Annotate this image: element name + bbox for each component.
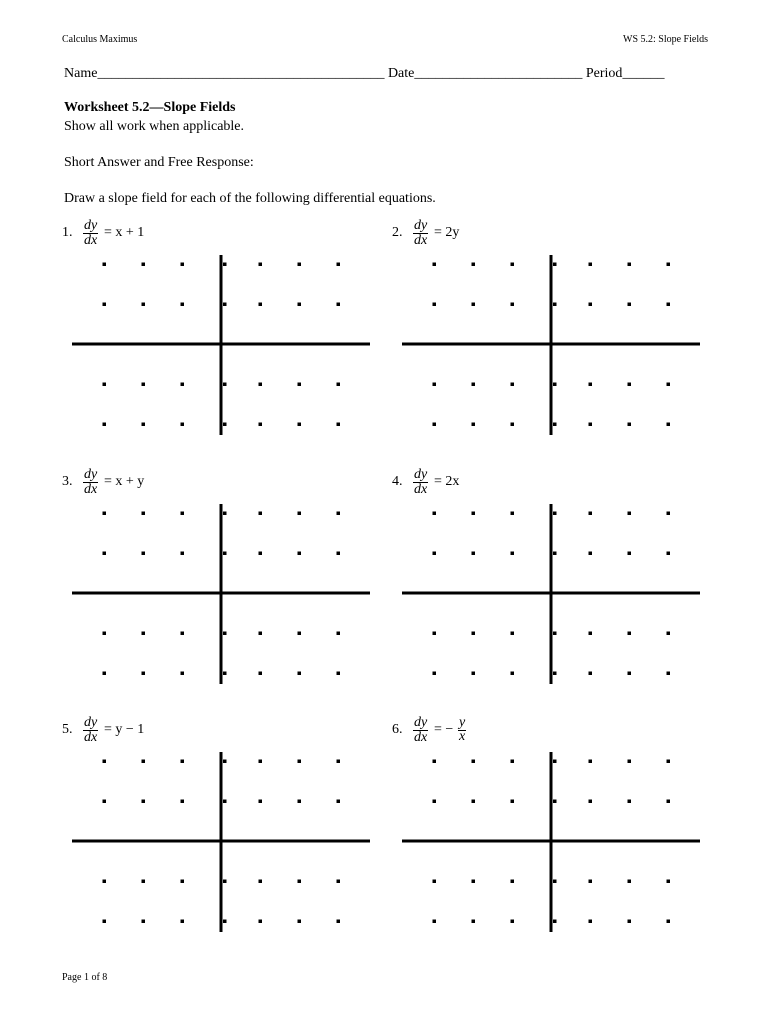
date-blank[interactable]: ________________________ (414, 66, 583, 81)
grid-point (667, 800, 671, 804)
grid-point (553, 423, 557, 427)
grid-point (337, 383, 341, 387)
grid-point (142, 423, 146, 427)
grid-point (181, 423, 185, 427)
grid-point (337, 672, 341, 676)
grid-point (298, 552, 302, 556)
grid-point (142, 880, 146, 884)
grid-point (472, 423, 476, 427)
grid-point (337, 760, 341, 764)
grid-point (298, 760, 302, 764)
derivative-fraction (83, 716, 98, 745)
date-label: Date (387, 66, 415, 81)
fraction-denominator: dx (414, 233, 428, 248)
fraction-denominator: dx (84, 233, 98, 248)
grid-point (628, 383, 632, 387)
grid-point (433, 800, 437, 804)
fraction-numerator: dy (414, 715, 428, 730)
grid-point (589, 263, 593, 267)
grid-point (589, 423, 593, 427)
grid-point (259, 423, 263, 427)
grid-point (511, 880, 515, 884)
grid-point (553, 383, 557, 387)
grid-point (223, 512, 227, 516)
equation-right-side: = x + y (104, 474, 145, 489)
grid-point (103, 303, 107, 307)
grid-point (142, 800, 146, 804)
grid-point (298, 383, 302, 387)
grid-point (103, 880, 107, 884)
grid-point (667, 880, 671, 884)
grid-point (181, 383, 185, 387)
grid-point (667, 920, 671, 924)
fraction-denominator: dx (84, 482, 98, 497)
grid-point (181, 880, 185, 884)
grid-point (142, 552, 146, 556)
grid-point (223, 880, 227, 884)
grid-point (337, 880, 341, 884)
grid-point (337, 512, 341, 516)
problem-number: 1. (62, 225, 73, 240)
grid-point (553, 920, 557, 924)
grid-point (223, 672, 227, 676)
grid-point (103, 632, 107, 636)
grid-point (628, 552, 632, 556)
grid-point (472, 263, 476, 267)
grid-point (223, 800, 227, 804)
grid-point (223, 760, 227, 764)
grid-point (433, 512, 437, 516)
equation-right-side: = x + 1 (104, 225, 145, 240)
grid-point (298, 303, 302, 307)
grid-point (553, 512, 557, 516)
slope-field-grid[interactable] (72, 752, 372, 932)
grid-point (223, 423, 227, 427)
grid-point (181, 800, 185, 804)
grid-point (667, 552, 671, 556)
grid-point (259, 303, 263, 307)
grid-point (433, 760, 437, 764)
grid-point (667, 303, 671, 307)
grid-point (259, 760, 263, 764)
grid-point (511, 552, 515, 556)
grid-point (472, 632, 476, 636)
fraction-denominator: dx (414, 730, 428, 745)
fraction-numerator: dy (84, 467, 98, 482)
grid-point (298, 632, 302, 636)
rhs-fraction (458, 716, 466, 744)
grid-point (259, 263, 263, 267)
grid-point (589, 383, 593, 387)
fraction-denominator: dx (414, 482, 428, 497)
grid-point (628, 423, 632, 427)
grid-point (667, 672, 671, 676)
name-date-period-line (64, 66, 664, 82)
name-blank[interactable]: _________________________________________ (97, 66, 385, 81)
grid-point (181, 303, 185, 307)
grid-point (589, 512, 593, 516)
problem-number: 5. (62, 722, 73, 737)
grid-point (433, 303, 437, 307)
grid-point (553, 672, 557, 676)
period-blank[interactable]: ______ (622, 66, 665, 81)
grid-point (667, 512, 671, 516)
grid-point (589, 672, 593, 676)
grid-point (433, 920, 437, 924)
grid-point (337, 920, 341, 924)
grid-point (589, 632, 593, 636)
grid-point (472, 512, 476, 516)
grid-point (337, 632, 341, 636)
grid-point (667, 263, 671, 267)
grid-point (667, 423, 671, 427)
grid-point (511, 920, 515, 924)
grid-point (472, 760, 476, 764)
grid-point (181, 920, 185, 924)
grid-point (103, 552, 107, 556)
grid-point (628, 800, 632, 804)
equation-right-side: = 2x (434, 474, 460, 489)
grid-point (433, 263, 437, 267)
name-label: Name (64, 66, 98, 81)
grid-point (589, 920, 593, 924)
grid-point (472, 880, 476, 884)
period-label: Period (585, 66, 623, 81)
grid-point (589, 552, 593, 556)
instructions: Show all work when applicable. (64, 119, 245, 134)
fraction-numerator: dy (414, 218, 428, 233)
grid-point (142, 303, 146, 307)
grid-point (103, 423, 107, 427)
derivative-fraction (413, 219, 428, 248)
fraction-numerator: dy (84, 218, 98, 233)
grid-point (259, 512, 263, 516)
grid-point (298, 423, 302, 427)
grid-point (103, 672, 107, 676)
page-footer: Page 1 of 8 (62, 972, 108, 983)
grid-point (181, 672, 185, 676)
grid-point (142, 263, 146, 267)
rhs-denominator: x (459, 729, 466, 744)
grid-point (337, 423, 341, 427)
grid-point (472, 552, 476, 556)
grid-point (589, 303, 593, 307)
grid-point (511, 632, 515, 636)
problem-prompt: Draw a slope field for each of the following differential equations. (64, 191, 436, 206)
rhs-fraction-bar (458, 730, 466, 731)
grid-point (472, 920, 476, 924)
grid-point (553, 303, 557, 307)
grid-point (103, 263, 107, 267)
grid-point (628, 303, 632, 307)
grid-point (511, 512, 515, 516)
grid-point (298, 800, 302, 804)
grid-point (628, 760, 632, 764)
fraction-numerator: dy (414, 467, 428, 482)
grid-point (553, 760, 557, 764)
course-name: Calculus Maximus (62, 34, 138, 45)
grid-point (142, 920, 146, 924)
derivative-fraction (83, 468, 98, 497)
grid-point (628, 672, 632, 676)
grid-point (142, 383, 146, 387)
worksheet-reference: WS 5.2: Slope Fields (623, 34, 709, 45)
grid-point (511, 423, 515, 427)
grid-point (472, 303, 476, 307)
fraction-numerator: dy (84, 715, 98, 730)
grid-point (511, 672, 515, 676)
grid-point (589, 880, 593, 884)
grid-point (142, 632, 146, 636)
grid-point (553, 263, 557, 267)
grid-point (298, 920, 302, 924)
grid-point (103, 800, 107, 804)
grid-point (181, 263, 185, 267)
worksheet-title: Worksheet 5.2—Slope Fields (64, 100, 236, 115)
grid-point (181, 632, 185, 636)
grid-point (223, 552, 227, 556)
grid-point (259, 383, 263, 387)
grid-point (142, 760, 146, 764)
grid-point (259, 920, 263, 924)
slope-field-grid[interactable] (402, 504, 702, 684)
grid-point (433, 552, 437, 556)
grid-point (103, 760, 107, 764)
grid-point (628, 512, 632, 516)
fraction-denominator: dx (84, 730, 98, 745)
grid-point (259, 800, 263, 804)
grid-point (223, 920, 227, 924)
grid-point (553, 880, 557, 884)
grid-point (223, 303, 227, 307)
grid-point (667, 632, 671, 636)
grid-point (337, 263, 341, 267)
grid-point (181, 760, 185, 764)
grid-point (433, 880, 437, 884)
grid-point (628, 920, 632, 924)
grid-point (511, 263, 515, 267)
grid-point (433, 632, 437, 636)
grid-point (298, 672, 302, 676)
grid-point (589, 760, 593, 764)
grid-point (628, 632, 632, 636)
grid-point (298, 263, 302, 267)
grid-point (472, 383, 476, 387)
grid-point (553, 800, 557, 804)
grid-point (472, 800, 476, 804)
grid-point (433, 672, 437, 676)
grid-point (667, 383, 671, 387)
grid-point (553, 632, 557, 636)
rhs-numerator: y (459, 715, 466, 730)
grid-point (337, 552, 341, 556)
grid-point (553, 552, 557, 556)
grid-point (337, 800, 341, 804)
grid-point (628, 263, 632, 267)
grid-point (259, 632, 263, 636)
grid-point (511, 800, 515, 804)
problem-number: 6. (392, 722, 403, 737)
equation-right-side: = − (434, 722, 454, 737)
grid-point (223, 383, 227, 387)
derivative-fraction (413, 716, 428, 745)
grid-point (337, 303, 341, 307)
grid-point (667, 760, 671, 764)
slope-field-grid[interactable] (72, 255, 372, 435)
slope-field-grid[interactable] (402, 255, 702, 435)
grid-point (628, 880, 632, 884)
grid-point (433, 423, 437, 427)
grid-point (259, 672, 263, 676)
grid-point (298, 512, 302, 516)
grid-point (298, 880, 302, 884)
grid-point (511, 303, 515, 307)
derivative-fraction (413, 468, 428, 497)
grid-point (223, 632, 227, 636)
problem-number: 4. (392, 474, 403, 489)
derivative-fraction (83, 219, 98, 248)
grid-point (142, 512, 146, 516)
grid-point (181, 552, 185, 556)
grid-point (103, 383, 107, 387)
slope-field-grid[interactable] (72, 504, 372, 684)
grid-point (259, 880, 263, 884)
equation-right-side: = 2y (434, 225, 460, 240)
section-heading: Short Answer and Free Response: (64, 155, 254, 170)
problem-number: 3. (62, 474, 73, 489)
grid-point (181, 512, 185, 516)
grid-point (511, 760, 515, 764)
grid-point (511, 383, 515, 387)
grid-point (259, 552, 263, 556)
grid-point (103, 920, 107, 924)
grid-point (103, 512, 107, 516)
slope-field-grid[interactable] (402, 752, 702, 932)
equation-right-side: = y − 1 (104, 722, 145, 737)
grid-point (472, 672, 476, 676)
grid-point (142, 672, 146, 676)
grid-point (589, 800, 593, 804)
grid-point (223, 263, 227, 267)
problem-number: 2. (392, 225, 403, 240)
grid-point (433, 383, 437, 387)
